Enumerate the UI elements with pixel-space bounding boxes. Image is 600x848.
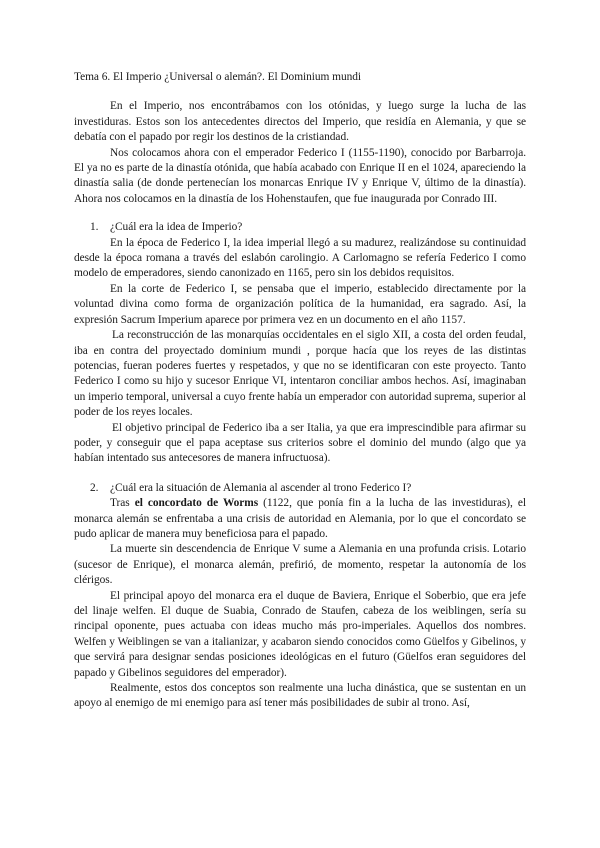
- section-1-paragraph-2: En la corte de Federico I, se pensaba que el imperio, establecido directamente por la voluntad divina como forma de organización política de la humanidad, era sagrado. Así, la expresión Sacrum Imperium aparece por primera vez en un documento en el año 1157.: [74, 282, 526, 326]
- section-2-paragraph-1: [74, 496, 526, 542]
- section-2-paragraph-4: Realmente, estos dos conceptos son realmente una lucha dinástica, que se sustentan en un apoyo al enemigo de mi enemigo para así tener más posibilidades de subir al trono. Así,: [74, 682, 526, 710]
- section-1-paragraph-3: La reconstrucción de las monarquías occidentales en el siglo XII, a costa del orden feudal, iba en contra del proyectado dominium mundi , porque hacía que los reyes de las distintas potencias, fueran poderes fuertes y respetados, y que no se identificaran con este proyecto. Tanto Federico I como su hijo y sucesor Enrique VI, intentaron conciliar ambos hechos. Así, imaginaban un imperio temporal, universal a cuyo frente había un emperador con autoridad suprema, superior al poder de los reyes locales.: [74, 329, 526, 419]
- intro-paragraph-1: En el Imperio, nos encontrábamos con los otónidas, y luego surge la lucha de las investiduras. Estos son los antecedentes directos del Imperio, que residía en Alemania, y que se debatía con el papado por regir los destinos de la cristiandad.: [74, 100, 526, 144]
- section-1-title: ¿Cuál era la idea de Imperio?: [110, 221, 243, 234]
- intro-paragraph-2: Nos colocamos ahora con el emperador Federico I (1155-1190), conocido por Barbarroja. El ya no es parte de la dinastía otónida, que había acabado con Enrique II en el 1024, apareciendo la dinastía salia (de donde pertenecían los monarcas Enrique IV y Enrique V, último de la dinastía). Ahora nos colocamos en la dinastía de los Hohenstaufen, que fue inaugurada por Conrado III.: [74, 146, 526, 205]
- section-2-paragraph-1-lead: Tras: [110, 497, 135, 510]
- section-1-number: 1.: [90, 221, 99, 234]
- section-2-heading: [74, 481, 526, 496]
- section-2-title: ¿Cuál era la situación de Alemania al ascender al trono Federico I?: [110, 481, 412, 494]
- section-2-paragraph-3: El principal apoyo del monarca era el duque de Baviera, Enrique el Soberbio, que era jefe del linaje welfen. El duque de Suabia, Conrado de Staufen, cabeza de los weiblingen, sería su rincipal oponente, pues actuaba con ideas mucho más pro-imperiales. Aquellos dos nombres. Welfen y Weiblingen se van a italianizar, y acabaron siendo conocidos como Güelfos y Gibelinos, y que servirá para designar sendas posiciones ideológicas en el futuro (Güelfos eran seguidores del papado y Gibelinos seguidores del emperador).: [74, 589, 526, 679]
- document-title: Tema 6. El Imperio ¿Universal o alemán?. El Dominium mundi: [74, 71, 362, 83]
- concordato-worms-term: el concordato de Worms: [134, 497, 259, 510]
- section-1-heading: [74, 220, 526, 235]
- document-page: [74, 70, 526, 712]
- section-1-paragraph-4: El objetivo principal de Federico iba a ser Italia, ya que era imprescindible para afirmar su poder, y conseguir que el papa aceptase sus criterios sobre el dominio del mundo (algo que ya habían intentado sus antecesores de manera infructuosa).: [74, 421, 526, 465]
- section-2-number: 2.: [90, 481, 99, 494]
- section-2-paragraph-1-rest: (1122, que ponía fin a la lucha de las investiduras), el monarca alemán se enfrentaba a una crisis de autoridad en Alemania, por lo que el concordato se pudo aplicar de manera muy beneficiosa para el papado.: [74, 497, 526, 540]
- section-1-paragraph-1: En la época de Federico I, la idea imperial llegó a su madurez, realizándose su continuidad desde la época romana a través del eslabón carolingio. A Carlomagno se refería Federico I como modelo de emperadores, siendo canonizado en 1165, pero sin los debidos requisitos.: [74, 236, 526, 280]
- section-2-paragraph-2: La muerte sin descendencia de Enrique V sume a Alemania en una profunda crisis. Lotario (sucesor de Enrique), el monarca alemán, prefirió, de momento, respetar la autonomía de los clérigos.: [74, 543, 526, 587]
